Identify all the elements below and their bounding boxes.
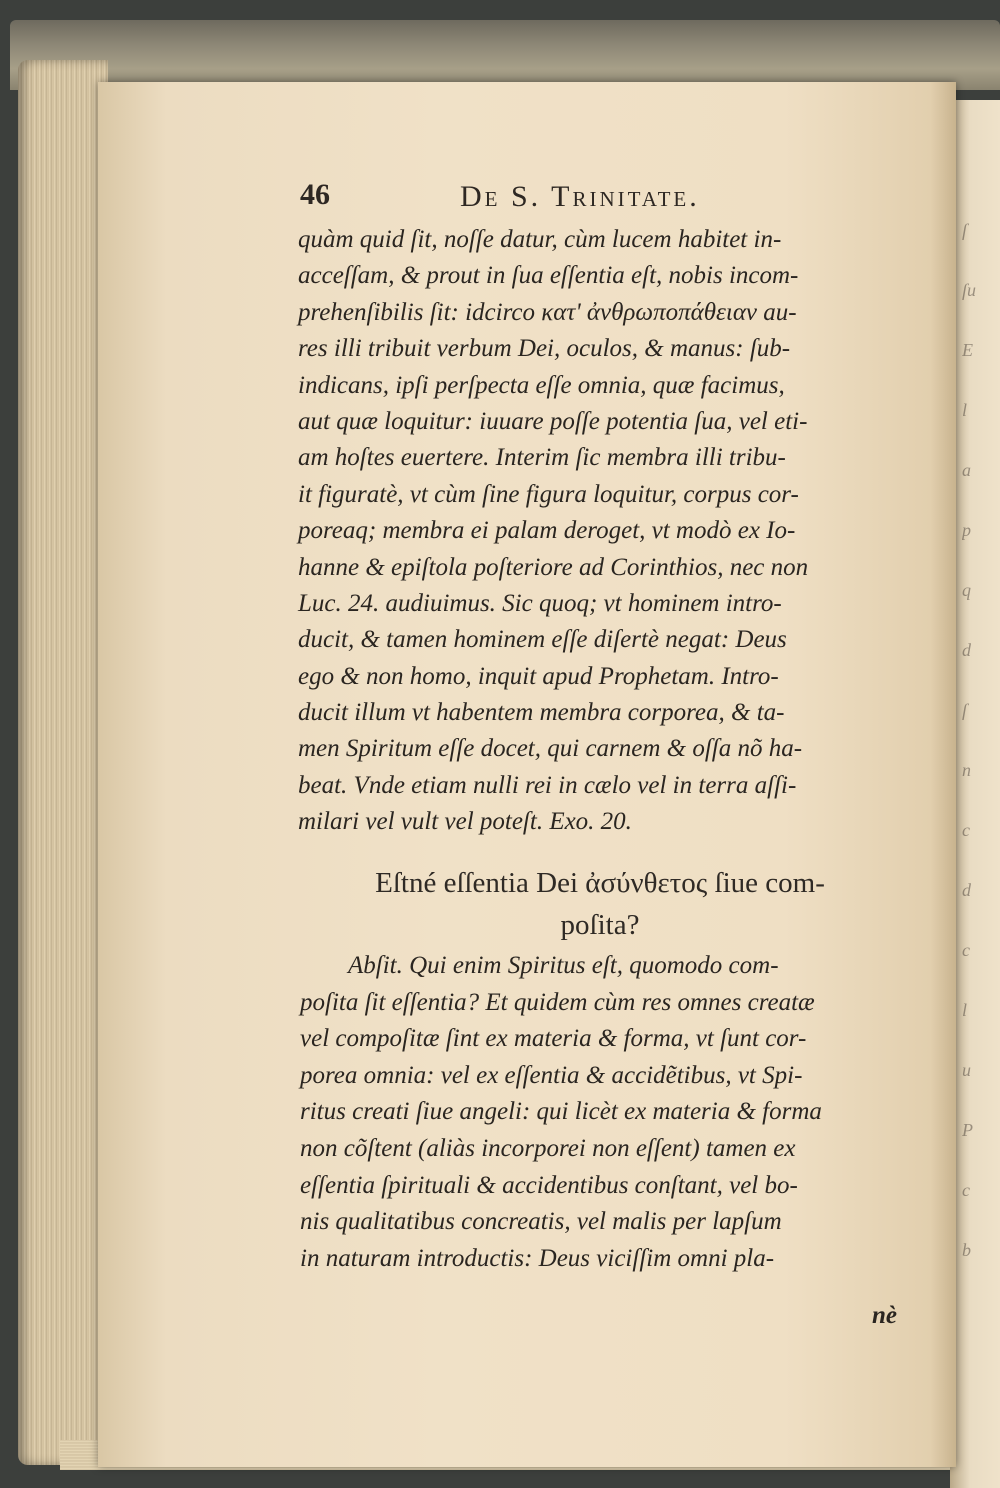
answer-line: Abſit. Qui enim Spiritus eſt, quomodo com-	[348, 952, 779, 979]
text-line: ego & non homo, inquit apud Prophetam. Intro-	[298, 662, 779, 690]
catchword: nè	[872, 1302, 897, 1329]
text-line: aut quæ loquitur: iuuare poſſe potentia ſua, vel eti-	[298, 407, 808, 435]
page-number: 46	[300, 178, 330, 211]
answer-line: non cõſtent (aliàs incorporei non eſſent) tamen ex	[300, 1134, 796, 1162]
question-line-1: Eſtné eſſentia Dei ἀσύνθετος ſiue com-	[375, 867, 825, 899]
text-line: indicans, ipſi perſpecta eſſe omnia, quæ facimus,	[298, 371, 785, 399]
answer-line: ritus creati ſiue angeli: qui licèt ex materia & forma	[300, 1098, 822, 1126]
text-line: Luc. 24. audiuimus. Sic quoq; vt hominem intro-	[298, 589, 782, 617]
answer-line: eſſentia ſpirituali & accidentibus conſtant, vel bo-	[300, 1171, 798, 1199]
body-text	[298, 222, 918, 841]
text-line: quàm quid ſit, noſſe datur, cùm lucem habitet in-	[298, 226, 782, 253]
text-line: milari vel vult vel poteſt. Exo. 20.	[298, 808, 632, 836]
facing-page-text-fragments: ſ ſu E l a p q d ſ n c d c l u P c b	[962, 220, 977, 1260]
answer-line: nis qualitatibus concreatis, vel malis per lapſum	[300, 1208, 782, 1236]
text-line: prehenſibilis ſit: idcirco κατ' ἀνθρωποπάθειαν au-	[298, 298, 797, 326]
answer-line: in naturam introductis: Deus viciſſim omni pla-	[300, 1244, 775, 1272]
text-line: ducit illum vt habentem membra corporea, & ta-	[298, 699, 785, 727]
text-line: poreaq; membra ei palam deroget, vt modò ex Io-	[298, 517, 796, 545]
running-title: De S. Trinitate.	[460, 180, 700, 213]
answer-line: vel compoſitæ ſint ex materia & forma, vt ſunt cor-	[300, 1025, 807, 1053]
text-line: res illi tribuit verbum Dei, oculos, & manus: ſub-	[298, 335, 791, 363]
question-heading	[300, 862, 900, 946]
book-top-edge	[10, 20, 1000, 90]
text-line: acceſſam, & prout in ſua eſſentia eſt, nobis incom-	[298, 262, 799, 290]
answer-line: porea omnia: vel ex eſſentia & accidẽtibus, vt Spi-	[300, 1061, 803, 1089]
text-line: ducit, & tamen hominem eſſe diſertè negat: Deus	[298, 626, 787, 654]
page-header	[300, 178, 800, 218]
answer-line: poſita ſit eſſentia? Et quidem cùm res omnes creatæ	[300, 988, 815, 1016]
question-line-2: poſita?	[560, 909, 640, 941]
text-line: am hoſtes euertere. Interim ſic membra illi tribu-	[298, 444, 786, 472]
answer-text	[300, 948, 920, 1277]
text-line: beat. Vnde etiam nulli rei in cælo vel in terra aſſi-	[298, 771, 797, 799]
page-stack-left	[18, 60, 108, 1465]
text-line: men Spiritum eſſe docet, qui carnem & oſſa nõ ha-	[298, 735, 803, 763]
text-line: hanne & epiſtola poſteriore ad Corinthios, nec non	[298, 553, 809, 581]
text-line: it figuratè, vt cùm ſine figura loquitur, corpus cor-	[298, 480, 799, 508]
